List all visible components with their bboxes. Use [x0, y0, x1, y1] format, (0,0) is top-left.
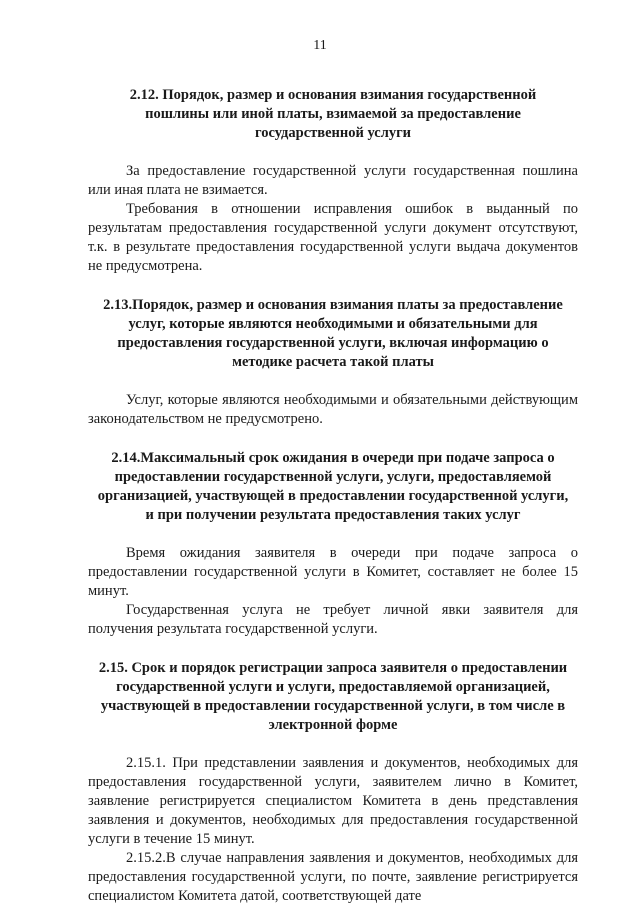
- paragraph: Требования в отношении исправления ошибок в выданный по результатам предоставления государственной услуги документ отсутствуют, т.к. в результате предоставления государственной услуги выдача документов не предусмотрена.: [88, 201, 578, 274]
- section-2-13: [88, 296, 578, 372]
- section-2-12: [88, 86, 578, 143]
- section-2-15: [88, 659, 578, 735]
- section-heading: 2.14.Максимальный срок ожидания в очереди при подаче запроса о предоставлении государственной услуги, услуги, предоставляемой организацией, участвующей в предоставлении государственной услуги, и при получении результата предоставления таких услуг: [97, 450, 569, 523]
- paragraph: Услуг, которые являются необходимыми и обязательными действующим законодательством не предусмотрено.: [88, 392, 578, 427]
- paragraph: 2.15.2.В случае направления заявления и документов, необходимых для предоставления государственной услуги, по почте, заявление регистрируется специалистом Комитета датой, соответствующей дате: [88, 850, 578, 904]
- section-heading: 2.13.Порядок, размер и основания взимания платы за предоставление услуг, которые являются необходимыми и обязательными для предоставления государственной услуги, включая информацию о методике расчета такой платы: [103, 297, 563, 370]
- section-heading: 2.15. Срок и порядок регистрации запроса заявителя о предоставлении государственной услуги и услуги, предоставляемой организацией, участвующей в предоставлении государственной услуги, в том числе в электронной форме: [98, 660, 568, 733]
- page-content: [88, 86, 578, 906]
- paragraph: За предоставление государственной услуги государственная пошлина или иная плата не взимается.: [88, 163, 578, 198]
- section-heading: 2.12. Порядок, размер и основания взимания государственной пошлины или иной платы, взимаемой за предоставление государственной услуги: [129, 87, 537, 141]
- paragraph: Время ожидания заявителя в очереди при подаче запроса о предоставлении государственной услуги в Комитет, составляет не более 15 минут.: [88, 545, 578, 599]
- paragraph: Государственная услуга не требует личной явки заявителя для получения результата государственной услуги.: [88, 602, 578, 637]
- paragraph: 2.15.1. При представлении заявления и документов, необходимых для предоставления государственной услуги, заявителем лично в Комитет, заявление регистрируется специалистом Комитета в день представления заявления и документов, необходимых для предоставления государственной услуги в течение 15 минут.: [88, 755, 578, 847]
- section-2-14: [88, 449, 578, 525]
- page-number: 11: [313, 38, 327, 53]
